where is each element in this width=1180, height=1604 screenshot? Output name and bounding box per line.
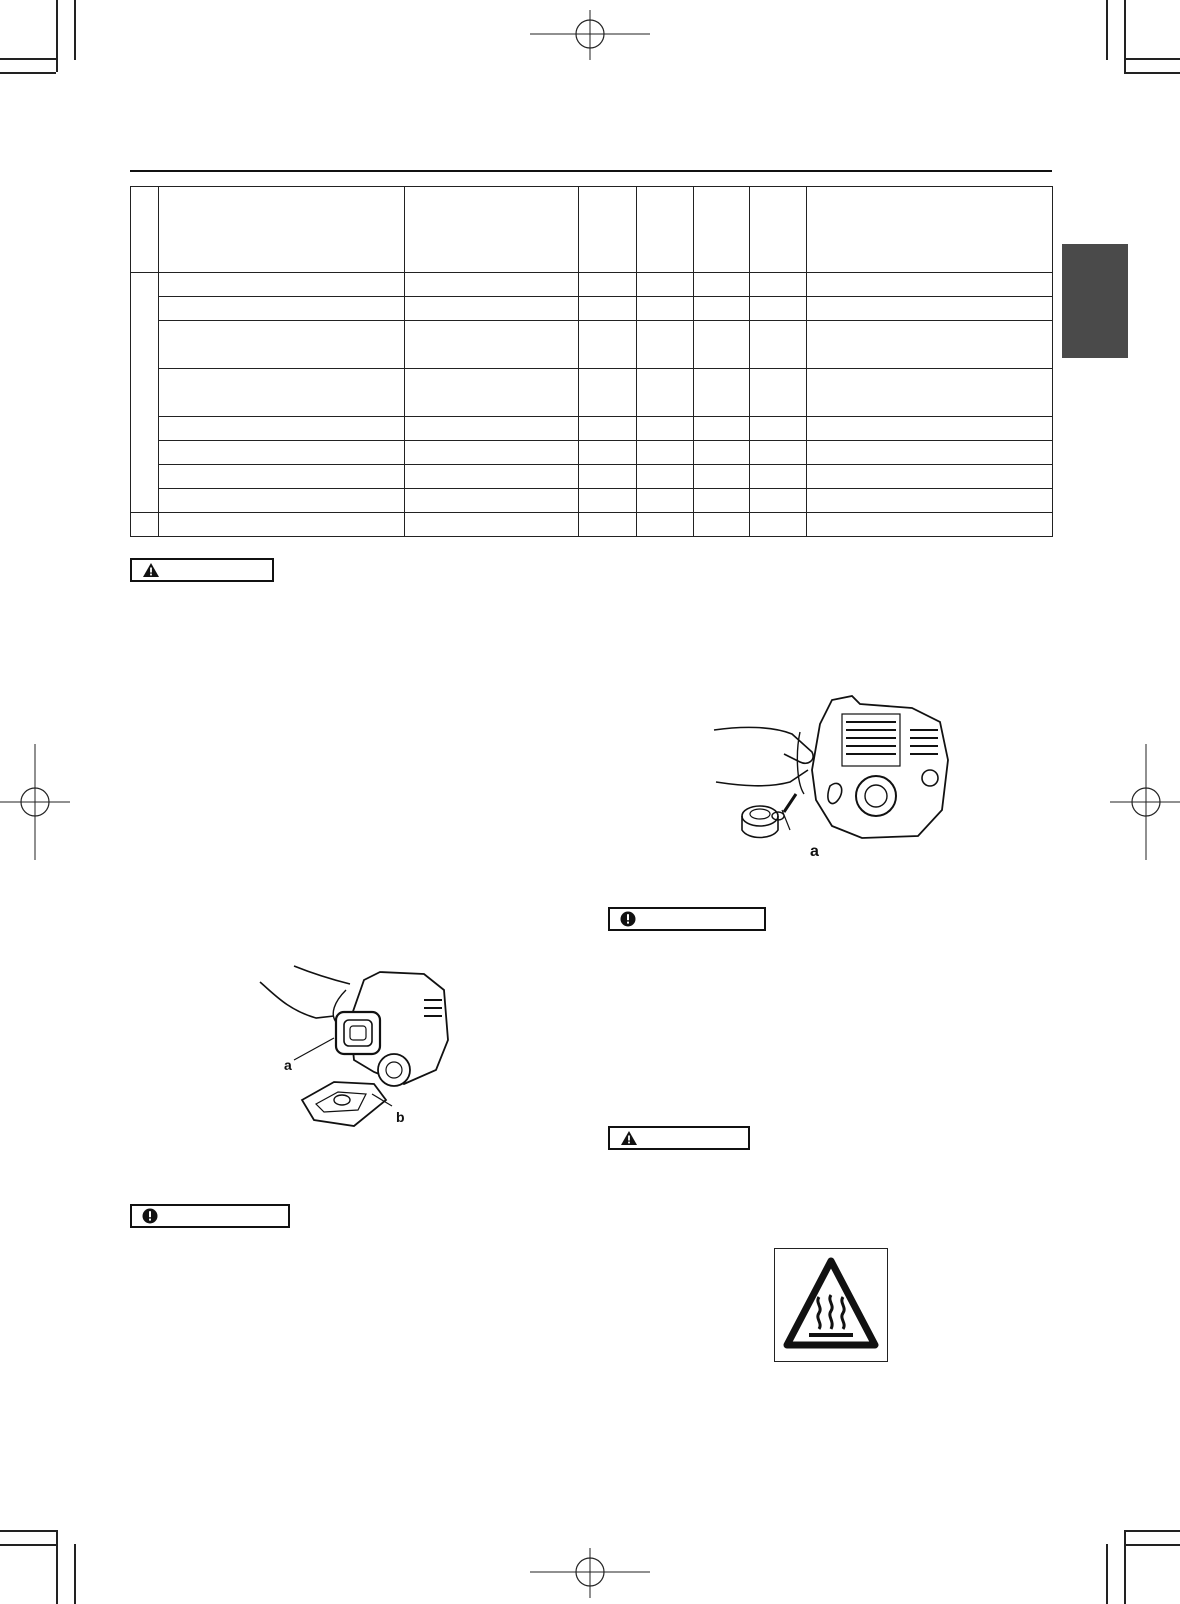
table-cell [579, 369, 637, 417]
table-cell [159, 441, 405, 465]
air-filter-illustration [254, 960, 462, 1140]
hot-surface-warning-icon [775, 1249, 887, 1361]
table-cell [405, 489, 579, 513]
table-row [131, 321, 1053, 369]
maintenance-schedule-table [130, 186, 1053, 537]
warning-triangle-icon [620, 1130, 638, 1146]
header-rule [130, 170, 1052, 172]
table-cell [131, 513, 159, 537]
registration-mark-right [1110, 744, 1180, 860]
table-cell [694, 513, 750, 537]
table-cell [159, 321, 405, 369]
table-cell [159, 417, 405, 441]
table-cell [807, 321, 1053, 369]
warning-triangle-icon [142, 562, 160, 578]
table-row [131, 489, 1053, 513]
warning-notice-2 [608, 1126, 750, 1150]
table-cell [807, 297, 1053, 321]
important-circle-icon [620, 911, 636, 927]
table-cell [159, 489, 405, 513]
table-cell [405, 297, 579, 321]
callout-a: a [810, 843, 819, 860]
table-cell [694, 187, 750, 273]
important-notice-1 [608, 907, 766, 931]
table-cell [405, 465, 579, 489]
table-cell [694, 489, 750, 513]
callout-a: a [284, 1057, 292, 1073]
spark-plug-illustration [712, 690, 952, 870]
table-cell [694, 369, 750, 417]
table-cell [579, 441, 637, 465]
table-cell [750, 513, 807, 537]
table-row [131, 513, 1053, 537]
important-circle-icon [142, 1208, 158, 1224]
table-cell [694, 441, 750, 465]
table-row [131, 297, 1053, 321]
callout-b: b [396, 1109, 405, 1125]
table-cell [637, 297, 694, 321]
table-cell [637, 321, 694, 369]
table-cell [694, 321, 750, 369]
table-header-row [131, 187, 1053, 273]
table-cell [579, 273, 637, 297]
table-cell [694, 273, 750, 297]
table-cell [637, 273, 694, 297]
table-cell [159, 187, 405, 273]
table-cell [579, 187, 637, 273]
table-cell [405, 441, 579, 465]
section-tab-marker [1062, 244, 1128, 358]
registration-mark-left [0, 744, 70, 860]
table-cell [405, 417, 579, 441]
table-cell [750, 321, 807, 369]
table-cell [750, 417, 807, 441]
table-cell [637, 369, 694, 417]
table-cell [694, 297, 750, 321]
table-cell [579, 297, 637, 321]
table-cell [405, 369, 579, 417]
table-cell [807, 465, 1053, 489]
table-cell [807, 187, 1053, 273]
table-cell [807, 513, 1053, 537]
table-cell [405, 187, 579, 273]
table-cell [750, 441, 807, 465]
hot-surface-symbol [774, 1248, 888, 1362]
table-cell [807, 489, 1053, 513]
table-cell [807, 441, 1053, 465]
table-cell [637, 465, 694, 489]
table-cell [159, 273, 405, 297]
registration-mark-top [530, 10, 650, 60]
table-cell [405, 513, 579, 537]
table-cell [637, 187, 694, 273]
table-cell [750, 297, 807, 321]
table-cell [159, 513, 405, 537]
table-row [131, 273, 1053, 297]
table-cell [807, 369, 1053, 417]
table-cell [405, 321, 579, 369]
registration-mark-bottom [530, 1548, 650, 1598]
table-cell [159, 369, 405, 417]
table-cell [579, 321, 637, 369]
table-cell [579, 489, 637, 513]
table-cell [807, 417, 1053, 441]
table-cell [637, 489, 694, 513]
table-group-cell [131, 273, 159, 513]
table-row [131, 441, 1053, 465]
table-cell [750, 273, 807, 297]
table-cell [637, 417, 694, 441]
table-row [131, 369, 1053, 417]
table-cell [750, 187, 807, 273]
table-cell [750, 465, 807, 489]
table-cell [750, 489, 807, 513]
warning-notice-1 [130, 558, 274, 582]
table-cell [159, 297, 405, 321]
table-cell [807, 273, 1053, 297]
table-cell [159, 465, 405, 489]
table-cell [694, 465, 750, 489]
table-cell [405, 273, 579, 297]
table-cell [579, 417, 637, 441]
table-cell [579, 465, 637, 489]
important-notice-2 [130, 1204, 290, 1228]
table-row [131, 417, 1053, 441]
table-row [131, 465, 1053, 489]
table-cell [637, 513, 694, 537]
table-cell [750, 369, 807, 417]
table-cell [637, 441, 694, 465]
table-cell [579, 513, 637, 537]
table-cell [694, 417, 750, 441]
table-cell [131, 187, 159, 273]
